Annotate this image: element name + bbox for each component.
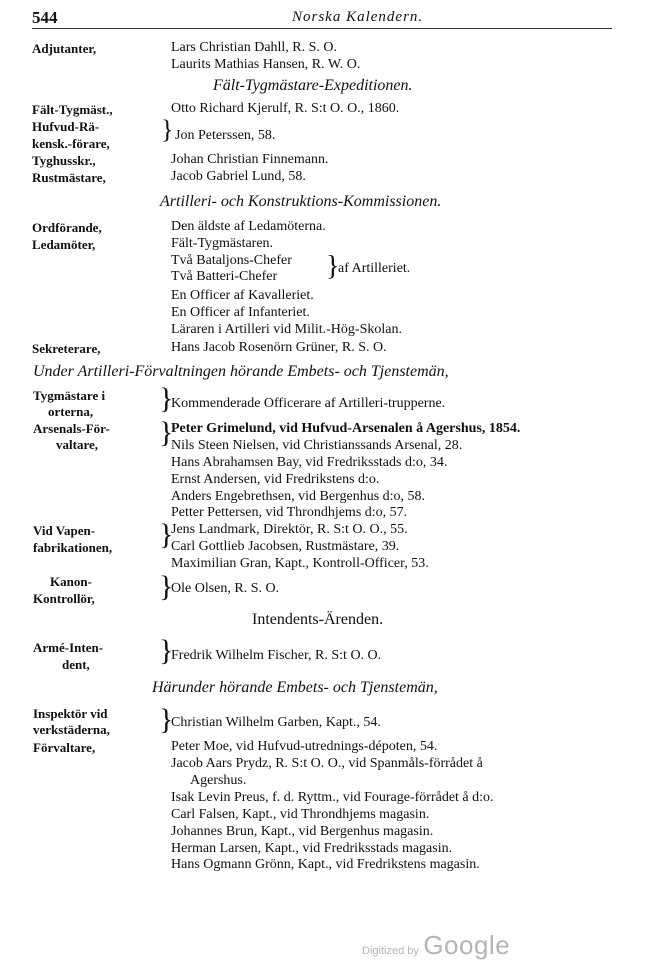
label: Fält-Tygmäst., [32, 102, 113, 117]
entry-line: Laurits Mathias Hansen, R. W. O. [171, 57, 361, 72]
label: Vid Vapen- [33, 523, 96, 538]
entry-line: Den äldste af Ledamöterna. [171, 219, 326, 234]
entry-line: Hans Jacob Rosenörn Grüner, R. S. O. [171, 340, 387, 355]
brace-icon: } [159, 570, 174, 603]
label: Hufvud-Rä- [32, 119, 100, 134]
entry-line: Isak Levin Preus, f. d. Ryttm., vid Fourage-förrådet å d:o. [171, 790, 494, 805]
entry-line: Hans Abrahamsen Bay, vid Fredriksstads d:o, 34. [171, 455, 448, 470]
entry-line: Fält-Tygmästaren. [171, 236, 274, 251]
label: Inspektör vid [33, 706, 108, 721]
label: dent, [62, 657, 90, 672]
label: Rustmästare, [32, 170, 106, 185]
entry-line: Hans Ogmann Grönn, Kapt., vid Fredrikstens magasin. [171, 857, 480, 872]
entry-line: Jon Peterssen, 58. [175, 128, 276, 143]
label: orterna, [48, 404, 94, 419]
entry-line: Maximilian Gran, Kapt., Kontroll-Officer, 53. [171, 556, 429, 571]
brace-icon: } [161, 115, 174, 144]
section-title-harunder: Härunder hörande Embets- och Tjenstemän, [152, 679, 438, 696]
label: fabrikationen, [33, 540, 113, 555]
entry-line: Jacob Aars Prydz, R. S:t O. O., vid Spanmåls-förrådet å [171, 756, 483, 771]
entry-line: Johan Christian Finnemann. [171, 152, 329, 167]
label: Ordförande, [32, 220, 102, 235]
entry-line: af Artilleriet. [338, 261, 411, 276]
entry-line: Ernst Andersen, vid Fredrikstens d:o. [171, 472, 380, 487]
entry-line: Två Bataljons-Chefer [171, 253, 292, 268]
entry-line: Johannes Brun, Kapt., vid Bergenhus magasin. [171, 824, 434, 839]
label: Ledamöter, [32, 237, 96, 252]
label: kensk.-förare, [32, 136, 110, 151]
brace-icon: } [159, 416, 174, 449]
label: Tygmästare i [33, 388, 106, 403]
entry-line: Nils Steen Nielsen, vid Christianssands Arsenal, 28. [171, 438, 463, 453]
page-header [32, 6, 612, 29]
entry-line: Ole Olsen, R. S. O. [171, 581, 280, 596]
entry-line: Två Batteri-Chefer [171, 269, 278, 284]
entry-line: Jacob Gabriel Lund, 58. [171, 169, 306, 184]
entry-line: En Officer af Infanteriet. [171, 305, 310, 320]
label: valtare, [56, 437, 98, 452]
label: Kanon- [50, 574, 92, 589]
brace-icon: } [159, 634, 174, 667]
entry-line: Herman Larsen, Kapt., vid Fredriksstads magasin. [171, 841, 453, 856]
brace-icon: } [159, 703, 174, 736]
entry-line: En Officer af Kavalleriet. [171, 288, 314, 303]
watermark-prefix: Digitized by [362, 945, 419, 957]
section-title-intendent: Intendents-Ärenden. [252, 611, 384, 628]
page-number: 544 [32, 8, 58, 27]
label: Kontrollör, [33, 591, 95, 606]
entry-line: Petter Pettersen, vid Throndhjems d:o, 57. [171, 505, 408, 520]
entry-line: Otto Richard Kjerulf, R. S:t O. O., 1860. [171, 101, 400, 116]
label: Armé-Inten- [33, 640, 104, 655]
brace-icon: } [159, 518, 174, 551]
entry-line: Fredrik Wilhelm Fischer, R. S:t O. O. [171, 648, 382, 663]
label: verkstäderna, [33, 722, 110, 737]
entry-line: Anders Engebrethsen, vid Bergenhus d:o, 58. [171, 489, 426, 504]
google-logo: Google [423, 930, 511, 960]
entry-line: Peter Moe, vid Hufvud-utrednings-dépoten, 54. [171, 739, 438, 754]
label: Arsenals-För- [33, 421, 110, 436]
entry-line: Carl Falsen, Kapt., vid Throndhjems magasin. [171, 807, 430, 822]
label: Tyghusskr., [32, 153, 96, 168]
running-title: Norska Kalendern. [292, 9, 424, 25]
section-title-tygmastare: Fält-Tygmästare-Expeditionen. [213, 77, 413, 94]
entry-line: Kommenderade Officerare af Artilleri-trupperne. [171, 396, 446, 411]
brace-icon: } [159, 382, 174, 415]
brace-icon: } [326, 251, 340, 282]
entry-line: Jens Landmark, Direktör, R. S:t O. O., 55. [171, 522, 408, 537]
label: Sekreterare, [32, 341, 101, 356]
entry-line: Läraren i Artilleri vid Milit.-Hög-Skolan. [171, 322, 402, 337]
entry-line: Peter Grimelund, vid Hufvud-Arsenalen å Agershus, 1854. [171, 421, 521, 436]
entry-line: Carl Gottlieb Jacobsen, Rustmästare, 39. [171, 539, 400, 554]
digitized-watermark [362, 930, 510, 961]
label-adjutanter: Adjutanter, [32, 41, 97, 56]
section-title-forvaltning: Under Artilleri-Förvaltningen hörande Embets- och Tjenstemän, [33, 363, 449, 380]
section-title-kommission: Artilleri- och Konstruktions-Kommissionen. [160, 193, 442, 210]
entry-line: Christian Wilhelm Garben, Kapt., 54. [171, 715, 381, 730]
entry-line: Agershus. [190, 773, 247, 788]
entry-line: Lars Christian Dahll, R. S. O. [171, 40, 338, 55]
label: Förvaltare, [33, 740, 96, 755]
